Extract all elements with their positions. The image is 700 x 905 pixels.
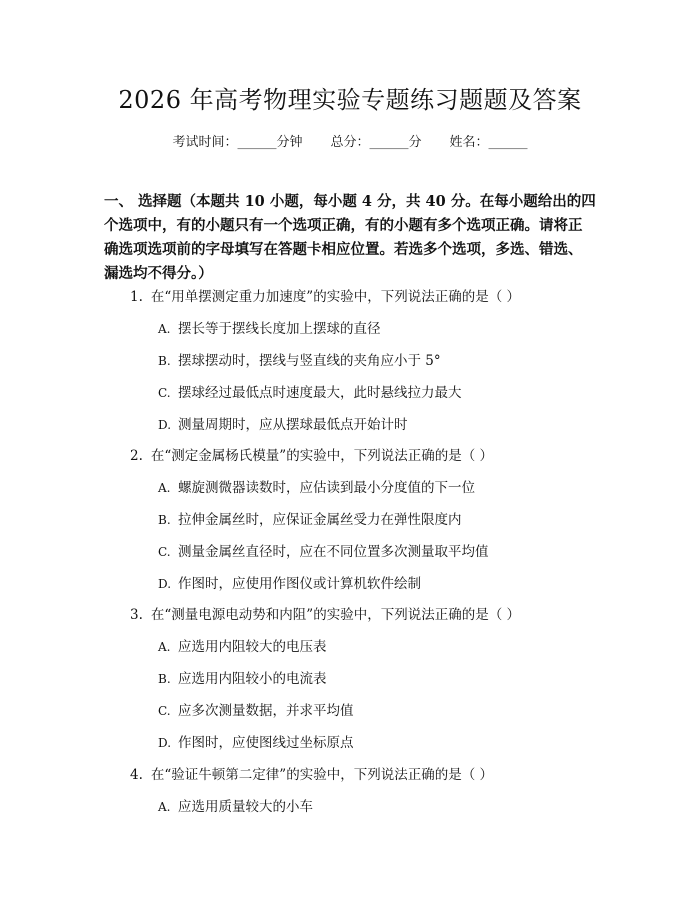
option-2a: [158, 476, 475, 496]
option-letter: B.: [158, 513, 171, 527]
question-text: 在“用单摆测定重力加速度”的实验中，下列说法正确的是（ ）: [150, 289, 520, 305]
option-text: 拉伸金属丝时，应保证金属丝受力在弹性限度内: [178, 512, 462, 528]
option-text: 摆球经过最低点时速度最大，此时悬线拉力最大: [178, 385, 462, 401]
option-4a: [158, 795, 313, 815]
option-text: 作图时，应使图线过坐标原点: [178, 735, 354, 751]
question-number: 3.: [130, 607, 143, 623]
option-1a: [158, 317, 381, 337]
question-3: [130, 603, 520, 623]
option-2d: [158, 572, 421, 592]
option-letter: A.: [158, 640, 171, 654]
option-text: 测量金属丝直径时，应在不同位置多次测量取平均值: [178, 544, 489, 560]
option-1b: [158, 349, 441, 369]
option-text: 测量周期时，应从摆球最低点开始计时: [178, 417, 408, 433]
option-letter: C.: [158, 545, 171, 559]
option-text: 摆长等于摆线长度加上摆球的直径: [178, 321, 381, 337]
option-2b: [158, 508, 462, 528]
question-2: [130, 444, 493, 464]
option-letter: B.: [158, 354, 171, 368]
option-letter: C.: [158, 704, 171, 718]
section-heading: 一、 选择题（本题共 10 小题，每小题 4 分，共 40 分。在每小题给出的四个选项中，有的小题只有一个选项正确，有的小题有多个选项正确。请将正确选项选项前的字母填写在答题卡相应位置。若选多个选项，多选、错选、漏选均不得分。）: [104, 193, 596, 282]
option-text: 应选用内阻较大的电压表: [178, 639, 327, 655]
option-text: 螺旋测微器读数时，应估读到最小分度值的下一位: [178, 480, 475, 496]
option-letter: C.: [158, 386, 171, 400]
option-text: 应选用内阻较小的电流表: [178, 671, 327, 687]
question-number: 1.: [130, 289, 143, 305]
option-text: 应多次测量数据，并求平均值: [178, 703, 354, 719]
option-3d: [158, 731, 354, 751]
option-1c: [158, 381, 462, 401]
question-text: 在“测定金属杨氏模量”的实验中，下列说法正确的是（ ）: [150, 448, 493, 464]
question-text: 在“验证牛顿第二定律”的实验中，下列说法正确的是（ ）: [150, 767, 493, 783]
option-letter: A.: [158, 481, 171, 495]
option-letter: A.: [158, 800, 171, 814]
question-text: 在“测量电源电动势和内阻”的实验中，下列说法正确的是（ ）: [150, 607, 520, 623]
option-1d: [158, 413, 408, 433]
option-letter: A.: [158, 322, 171, 336]
option-letter: B.: [158, 672, 171, 686]
option-2c: [158, 540, 489, 560]
exam-score-field: 总分：______分: [330, 135, 422, 150]
option-text: 作图时，应使用作图仪或计算机软件绘制: [178, 576, 421, 592]
student-name-field: 姓名：______: [449, 135, 528, 150]
question-1: [130, 285, 520, 305]
option-text: 应选用质量较大的小车: [178, 799, 313, 815]
option-letter: D.: [158, 736, 172, 750]
exam-meta: [0, 131, 700, 150]
question-4: [130, 763, 493, 783]
exam-time-field: 考试时间：______分钟: [172, 135, 303, 150]
question-number: 2.: [130, 448, 143, 464]
option-letter: D.: [158, 577, 172, 591]
option-3a: [158, 635, 327, 655]
option-3b: [158, 667, 327, 687]
option-text: 摆球摆动时，摆线与竖直线的夹角应小于 5°: [178, 353, 441, 369]
option-3c: [158, 699, 354, 719]
document-title: 2026 年高考物理实验专题练习题题及答案: [118, 86, 582, 114]
option-letter: D.: [158, 418, 172, 432]
question-number: 4.: [130, 767, 143, 783]
